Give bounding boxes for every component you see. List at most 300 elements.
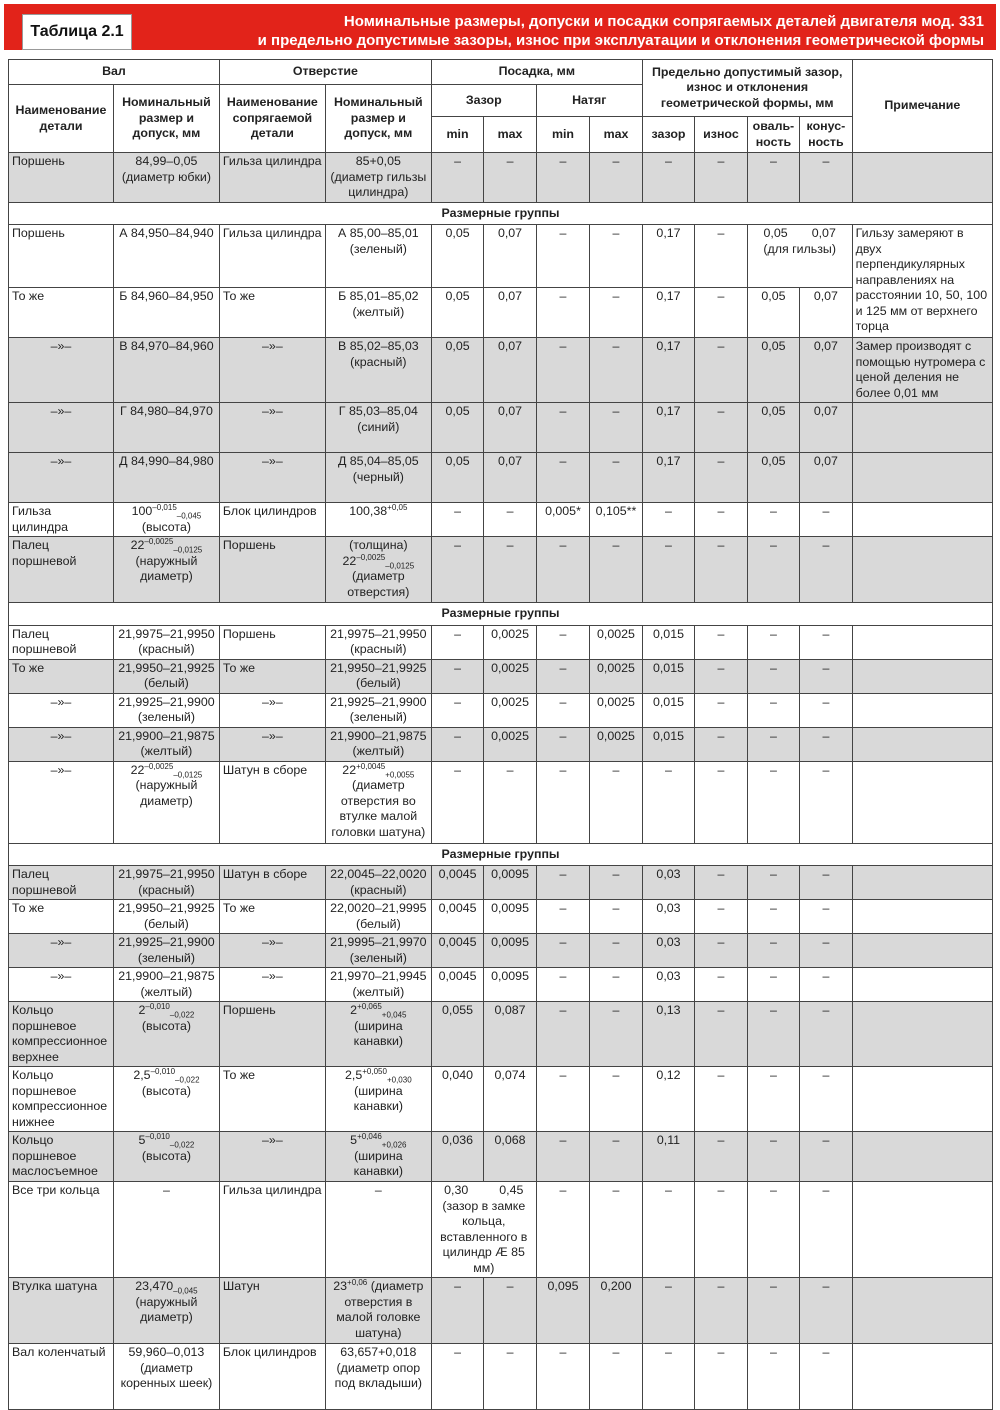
gap-min-cell: 0,05: [431, 338, 483, 403]
gap-min-cell: –: [431, 1344, 483, 1410]
clearance-cell: –: [642, 503, 694, 537]
gap-max-cell: 0,07: [484, 225, 536, 288]
gap-max-cell: –: [484, 761, 536, 843]
hole-size-cell: [325, 761, 431, 843]
hole-size-cell: Г 85,03–85,04 (синий): [325, 403, 431, 453]
note-cell: [852, 625, 992, 659]
note-header: Примечание: [852, 60, 992, 153]
wear-cell: –: [695, 900, 747, 934]
gap-min-cell: –: [431, 1278, 483, 1344]
wear-cell: –: [695, 968, 747, 1002]
ovality-cell: –: [747, 693, 799, 727]
clearance-header: зазор: [642, 117, 694, 153]
interference-max-cell: 0,105**: [590, 503, 643, 537]
interference-min-cell: –: [536, 537, 589, 603]
interference-max-cell: –: [590, 288, 643, 338]
taper-cell: –: [800, 1278, 852, 1344]
interference-min-cell: –: [536, 968, 589, 1002]
interference-min-cell: –: [536, 225, 589, 288]
gap-max-cell: 0,0025: [484, 693, 536, 727]
gap-max-cell: 0,0095: [484, 866, 536, 900]
interference-max-cell: –: [590, 225, 643, 288]
interference-max-cell: –: [590, 1002, 643, 1067]
hole-name-cell: Гильза цилиндра: [219, 225, 325, 288]
hole-size-cell: 85+0,05 (диаметр гильзы цилиндра): [325, 153, 431, 203]
table-row: [9, 403, 993, 453]
shaft-name-cell: Палец поршневой: [9, 866, 114, 900]
wear-cell: –: [695, 659, 747, 693]
table-row: [9, 225, 993, 288]
lower-tolerance: –0,045: [176, 511, 202, 521]
nominal-value: 100,38: [349, 504, 388, 518]
nominal-value: 2: [138, 1003, 146, 1017]
shaft-name-cell: Вал коленчатый: [9, 1344, 114, 1410]
dimension-prefix: (толщина): [349, 538, 408, 552]
ovality-cell: –: [747, 625, 799, 659]
note-cell: [852, 659, 992, 693]
note-cell: [852, 727, 992, 761]
table-row: [9, 537, 993, 603]
interference-min-cell: –: [536, 1067, 589, 1132]
ovality-header: оваль-ность: [747, 117, 799, 153]
taper-cell: –: [800, 1344, 852, 1410]
ovality-cell: –: [747, 1132, 799, 1182]
ovality-cell: –: [747, 503, 799, 537]
taper-cell: 0,07: [800, 453, 852, 503]
wear-cell: –: [695, 225, 747, 288]
wear-cell: –: [695, 1002, 747, 1067]
shaft-name-cell: –»–: [9, 453, 114, 503]
ovality-cell: 0,05: [747, 453, 799, 503]
shaft-size-cell: В 84,970–84,960: [113, 338, 219, 403]
ovality-value: 0,05: [763, 226, 788, 240]
interference-min-cell: –: [536, 866, 589, 900]
nominal-value: 5: [138, 1133, 146, 1147]
hole-name-cell: Шатун в сборе: [219, 866, 325, 900]
note-cell: [852, 1278, 992, 1344]
interference-max-cell: –: [590, 453, 643, 503]
hole-name-cell: –»–: [219, 403, 325, 453]
interference-min-cell: –: [536, 727, 589, 761]
interference-min-cell: –: [536, 403, 589, 453]
shaft-size-cell: [113, 761, 219, 843]
note-cell: [852, 1132, 992, 1182]
hole-name-cell: –»–: [219, 968, 325, 1002]
table-row: [9, 1002, 993, 1067]
gap-min-cell: –: [431, 503, 483, 537]
gap-min-cell: 0,0045: [431, 934, 483, 968]
wear-cell: –: [695, 453, 747, 503]
shaft-name-cell: То же: [9, 288, 114, 338]
gap-min-cell: –: [431, 761, 483, 843]
table-row: [9, 968, 993, 1002]
nominal-value: 100: [131, 504, 153, 518]
nominal-value: 22: [342, 553, 357, 568]
table-row: [9, 659, 993, 693]
ovality-cell: 0,05: [747, 338, 799, 403]
section-row: [9, 603, 993, 626]
wear-cell: –: [695, 537, 747, 603]
section-row: [9, 843, 993, 866]
hole-name-cell: То же: [219, 1067, 325, 1132]
wear-cell: –: [695, 866, 747, 900]
taper-cell: –: [800, 900, 852, 934]
hole-name-cell: –»–: [219, 934, 325, 968]
clearance-cell: –: [642, 537, 694, 603]
gap-max-cell: 0,0095: [484, 900, 536, 934]
ovality-cell: –: [747, 1344, 799, 1410]
clearance-cell: 0,015: [642, 693, 694, 727]
table-row: [9, 1132, 993, 1182]
gap-max-cell: 0,0095: [484, 968, 536, 1002]
wear-cell: –: [695, 403, 747, 453]
clearance-cell: 0,11: [642, 1132, 694, 1182]
shaft-name-cell: –»–: [9, 968, 114, 1002]
interference-max-cell: –: [590, 761, 643, 843]
shaft-name-cell: –»–: [9, 934, 114, 968]
hole-name-cell: Гильза цилиндра: [219, 1182, 325, 1278]
gap-max-cell: 0,0025: [484, 659, 536, 693]
interference-min-cell: –: [536, 934, 589, 968]
tolerance-table: [8, 59, 993, 1410]
shaft-name-cell: –»–: [9, 693, 114, 727]
note-cell: [852, 1067, 992, 1132]
gap-min-cell: –: [431, 727, 483, 761]
title-banner: [4, 4, 996, 50]
hole-name-cell: Поршень: [219, 537, 325, 603]
gap-min-cell: –: [431, 693, 483, 727]
shaft-name-cell: Все три кольца: [9, 1182, 114, 1278]
gap-max-cell: 0,068: [484, 1132, 536, 1182]
clearance-cell: 0,03: [642, 900, 694, 934]
ovality-cell: –: [747, 761, 799, 843]
lower-tolerance: –0,045: [173, 1286, 198, 1296]
dimension-label: (наружный диаметр): [135, 778, 198, 808]
gap-max-cell: 0,087: [484, 1002, 536, 1067]
hole-size-cell: 22,0045–22,0020 (красный): [325, 866, 431, 900]
gap-max-cell: 0,0025: [484, 727, 536, 761]
hole-name-cell: Блок цилиндров: [219, 1344, 325, 1410]
title-line-2: и предельно допустимые зазоры, износ при эксплуатации и отклонения геометрической формы: [257, 32, 984, 49]
interference-max-cell: –: [590, 1067, 643, 1132]
taper-cell: –: [800, 693, 852, 727]
table-row: [9, 503, 993, 537]
note-cell: [852, 1002, 992, 1067]
nominal-value: 5: [350, 1133, 358, 1147]
section-label: Размерные группы: [9, 603, 993, 626]
dimension-label: (высота): [141, 1083, 191, 1098]
dimension-label: (ширина канавки): [353, 1083, 404, 1113]
hole-size-cell: Б 85,01–85,02 (желтый): [325, 288, 431, 338]
gap-min-header: min: [431, 117, 483, 153]
note-cell: [852, 403, 992, 453]
clearance-cell: –: [642, 153, 694, 203]
interference-min-cell: –: [536, 453, 589, 503]
shaft-size-cell: Б 84,960–84,950: [113, 288, 219, 338]
shaft-size-cell: 59,960–0,013 (диаметр коренных шеек): [113, 1344, 219, 1410]
clearance-cell: 0,03: [642, 968, 694, 1002]
upper-tolerance: +0,06: [347, 1277, 368, 1287]
section-label: Размерные группы: [9, 843, 993, 866]
clearance-cell: 0,015: [642, 727, 694, 761]
lower-tolerance: –0,0125: [173, 545, 203, 555]
interference-max-cell: 0,0025: [590, 659, 643, 693]
shaft-name-header: Наименование детали: [9, 85, 114, 153]
interference-min-header: min: [536, 117, 589, 153]
nominal-value: 22: [130, 538, 145, 552]
taper-cell: –: [800, 153, 852, 203]
ovality-taper-cell: [747, 225, 852, 288]
interference-max-cell: –: [590, 934, 643, 968]
table-row: [9, 934, 993, 968]
taper-cell: –: [800, 659, 852, 693]
upper-tolerance: –0,015: [152, 502, 177, 512]
taper-cell: 0,07: [800, 338, 852, 403]
gap-min-cell: –: [431, 625, 483, 659]
hole-name-header: Наименование сопрягаемой детали: [219, 85, 325, 153]
taper-cell: –: [800, 934, 852, 968]
gap-header: Зазор: [431, 85, 536, 117]
table-row: [9, 1067, 993, 1132]
fit-header: Посадка, мм: [431, 60, 642, 85]
clearance-cell: –: [642, 1344, 694, 1410]
clearance-cell: 0,17: [642, 288, 694, 338]
hole-name-cell: Шатун в сборе: [219, 761, 325, 843]
gap-min-value: 0,30: [444, 1183, 469, 1197]
hole-size-cell: [325, 1278, 431, 1344]
gap-min-cell: –: [431, 659, 483, 693]
interference-max-cell: –: [590, 403, 643, 453]
shaft-name-cell: Палец поршневой: [9, 537, 114, 603]
gap-min-cell: 0,0045: [431, 866, 483, 900]
hole-size-cell: Д 85,04–85,05 (черный): [325, 453, 431, 503]
gap-min-cell: 0,036: [431, 1132, 483, 1182]
gap-min-cell: 0,0045: [431, 968, 483, 1002]
interference-header: Натяг: [536, 85, 642, 117]
hole-size-cell: 21,9900–21,9875 (желтый): [325, 727, 431, 761]
interference-max-cell: –: [590, 338, 643, 403]
table-row: [9, 625, 993, 659]
shaft-name-cell: То же: [9, 659, 114, 693]
hole-name-cell: То же: [219, 659, 325, 693]
shaft-name-cell: –»–: [9, 403, 114, 453]
hole-size-cell: 21,9995–21,9970 (зеленый): [325, 934, 431, 968]
lower-tolerance: +0,026: [381, 1140, 407, 1150]
wear-cell: –: [695, 693, 747, 727]
hole-size-cell: [325, 503, 431, 537]
interference-max-cell: 0,0025: [590, 625, 643, 659]
interference-min-cell: –: [536, 761, 589, 843]
hole-size-cell: В 85,02–85,03 (красный): [325, 338, 431, 403]
upper-tolerance: –0,0025: [144, 536, 174, 546]
interference-min-cell: –: [536, 153, 589, 203]
table-row: [9, 1182, 993, 1278]
nominal-value: 2: [350, 1003, 358, 1017]
shaft-name-cell: Палец поршневой: [9, 625, 114, 659]
interference-min-cell: –: [536, 693, 589, 727]
interference-min-cell: 0,095: [536, 1278, 589, 1344]
liner-note: (для гильзы): [763, 241, 836, 256]
nominal-value: 2,5: [133, 1068, 151, 1082]
taper-cell: –: [800, 1067, 852, 1132]
upper-tolerance: +0,046: [357, 1131, 382, 1141]
interference-max-cell: –: [590, 1132, 643, 1182]
interference-max-cell: –: [590, 1182, 643, 1278]
limit-header: Предельно допустимый зазор, износ и отклонения геометрической формы, мм: [642, 60, 852, 117]
upper-tolerance: +0,065: [357, 1001, 382, 1011]
shaft-name-cell: То же: [9, 900, 114, 934]
lower-tolerance: –0,0125: [385, 560, 415, 570]
gap-max-cell: 0,074: [484, 1067, 536, 1132]
interference-min-cell: –: [536, 338, 589, 403]
note-cell: [852, 503, 992, 537]
hole-name-cell: То же: [219, 900, 325, 934]
note-cell: [852, 761, 992, 843]
upper-tolerance: –0,010: [150, 1066, 176, 1076]
shaft-header: Вал: [9, 60, 220, 85]
shaft-size-cell: [113, 1132, 219, 1182]
clearance-cell: 0,13: [642, 1002, 694, 1067]
gap-min-cell: –: [431, 153, 483, 203]
gap-min-cell: –: [431, 537, 483, 603]
shaft-size-cell: [113, 1067, 219, 1132]
interference-max-cell: –: [590, 866, 643, 900]
taper-cell: –: [800, 727, 852, 761]
gap-max-cell: –: [484, 537, 536, 603]
clearance-cell: 0,17: [642, 225, 694, 288]
ovality-cell: –: [747, 1002, 799, 1067]
table-row: [9, 761, 993, 843]
gap-max-cell: –: [484, 1344, 536, 1410]
wear-cell: –: [695, 503, 747, 537]
hole-size-cell: [325, 1132, 431, 1182]
wear-cell: –: [695, 625, 747, 659]
table-row: [9, 338, 993, 403]
clearance-cell: 0,015: [642, 625, 694, 659]
wear-cell: –: [695, 153, 747, 203]
upper-tolerance: –0,010: [145, 1001, 170, 1011]
shaft-size-cell: А 84,950–84,940: [113, 225, 219, 288]
interference-max-cell: 0,0025: [590, 727, 643, 761]
lower-tolerance: +0,045: [381, 1010, 407, 1020]
interference-max-cell: –: [590, 968, 643, 1002]
gap-min-cell: 0,055: [431, 1002, 483, 1067]
shaft-size-cell: [113, 537, 219, 603]
interference-min-cell: –: [536, 1182, 589, 1278]
gap-max-cell: –: [484, 153, 536, 203]
shaft-size-cell: 21,9975–21,9950 (красный): [113, 625, 219, 659]
hole-name-cell: –»–: [219, 338, 325, 403]
clearance-cell: –: [642, 1278, 694, 1344]
taper-cell: –: [800, 1182, 852, 1278]
taper-cell: –: [800, 537, 852, 603]
hole-name-cell: –»–: [219, 727, 325, 761]
gap-max-cell: 0,07: [484, 338, 536, 403]
shaft-name-cell: Кольцо поршневое компрессионное верхнее: [9, 1002, 114, 1067]
note-cell: [852, 453, 992, 503]
gap-max-cell: 0,07: [484, 403, 536, 453]
wear-cell: –: [695, 288, 747, 338]
interference-max-cell: 0,0025: [590, 693, 643, 727]
dimension-label: (ширина канавки): [353, 1018, 404, 1048]
taper-cell: –: [800, 503, 852, 537]
note-cell: [852, 900, 992, 934]
shaft-size-cell: Д 84,990–84,980: [113, 453, 219, 503]
shaft-name-cell: Втулка шатуна: [9, 1278, 114, 1344]
table-row: [9, 288, 993, 338]
taper-cell: 0,07: [800, 288, 852, 338]
nominal-value: 2,5: [345, 1068, 363, 1082]
shaft-size-cell: [113, 503, 219, 537]
clearance-cell: 0,03: [642, 866, 694, 900]
gap-max-cell: –: [484, 1278, 536, 1344]
hole-size-cell: [325, 537, 431, 603]
dimension-label: (высота): [141, 519, 191, 534]
shaft-size-cell: 21,9925–21,9900 (зеленый): [113, 934, 219, 968]
taper-cell: –: [800, 1002, 852, 1067]
interference-min-cell: –: [536, 1344, 589, 1410]
ovality-cell: –: [747, 659, 799, 693]
interference-max-cell: –: [590, 153, 643, 203]
hole-name-cell: –»–: [219, 693, 325, 727]
nominal-value: 22: [342, 762, 357, 777]
clearance-cell: –: [642, 1182, 694, 1278]
taper-value: 0,07: [811, 226, 836, 240]
wear-cell: –: [695, 761, 747, 843]
taper-cell: 0,07: [800, 403, 852, 453]
wear-cell: –: [695, 1132, 747, 1182]
hole-name-cell: Блок цилиндров: [219, 503, 325, 537]
ovality-cell: –: [747, 900, 799, 934]
interference-min-cell: –: [536, 288, 589, 338]
interference-min-cell: 0,005*: [536, 503, 589, 537]
gap-max-cell: 0,0025: [484, 625, 536, 659]
hole-size-cell: –: [325, 1182, 431, 1278]
interference-max-cell: –: [590, 1344, 643, 1410]
wear-cell: –: [695, 1067, 747, 1132]
shaft-size-cell: 21,9975–21,9950 (красный): [113, 866, 219, 900]
hole-size-header: Номинальный размер и допуск, мм: [325, 85, 431, 153]
interference-min-cell: –: [536, 900, 589, 934]
shaft-size-header: Номинальный размер и допуск, мм: [113, 85, 219, 153]
interference-min-cell: –: [536, 659, 589, 693]
note-cell: [852, 934, 992, 968]
lower-tolerance: –0,022: [169, 1010, 195, 1020]
wear-cell: –: [695, 1278, 747, 1344]
dimension-label: (ширина канавки): [353, 1148, 404, 1178]
wear-cell: –: [695, 338, 747, 403]
dimension-label: (высота): [141, 1018, 191, 1033]
upper-tolerance: –0,0025: [144, 761, 174, 771]
ovality-cell: –: [747, 934, 799, 968]
note-cell: [852, 866, 992, 900]
shaft-size-cell: 21,9900–21,9875 (желтый): [113, 727, 219, 761]
upper-tolerance: –0,010: [145, 1131, 170, 1141]
taper-cell: –: [800, 866, 852, 900]
hole-header: Отверстие: [219, 60, 431, 85]
hole-name-cell: Поршень: [219, 1002, 325, 1067]
table-row: [9, 693, 993, 727]
hole-size-cell: 21,9925–21,9900 (зеленый): [325, 693, 431, 727]
gap-min-cell: 0,05: [431, 453, 483, 503]
gap-min-cell: 0,05: [431, 403, 483, 453]
hole-size-cell: 63,657+0,018 (диаметр опор под вкладыши): [325, 1344, 431, 1410]
shaft-name-cell: Гильза цилиндра: [9, 503, 114, 537]
table-row: [9, 453, 993, 503]
table-title: [164, 12, 984, 50]
ovality-cell: 0,05: [747, 403, 799, 453]
note-cell: Замер производят с помощью нутромера с ценой деления не более 0,01 мм: [852, 338, 992, 403]
